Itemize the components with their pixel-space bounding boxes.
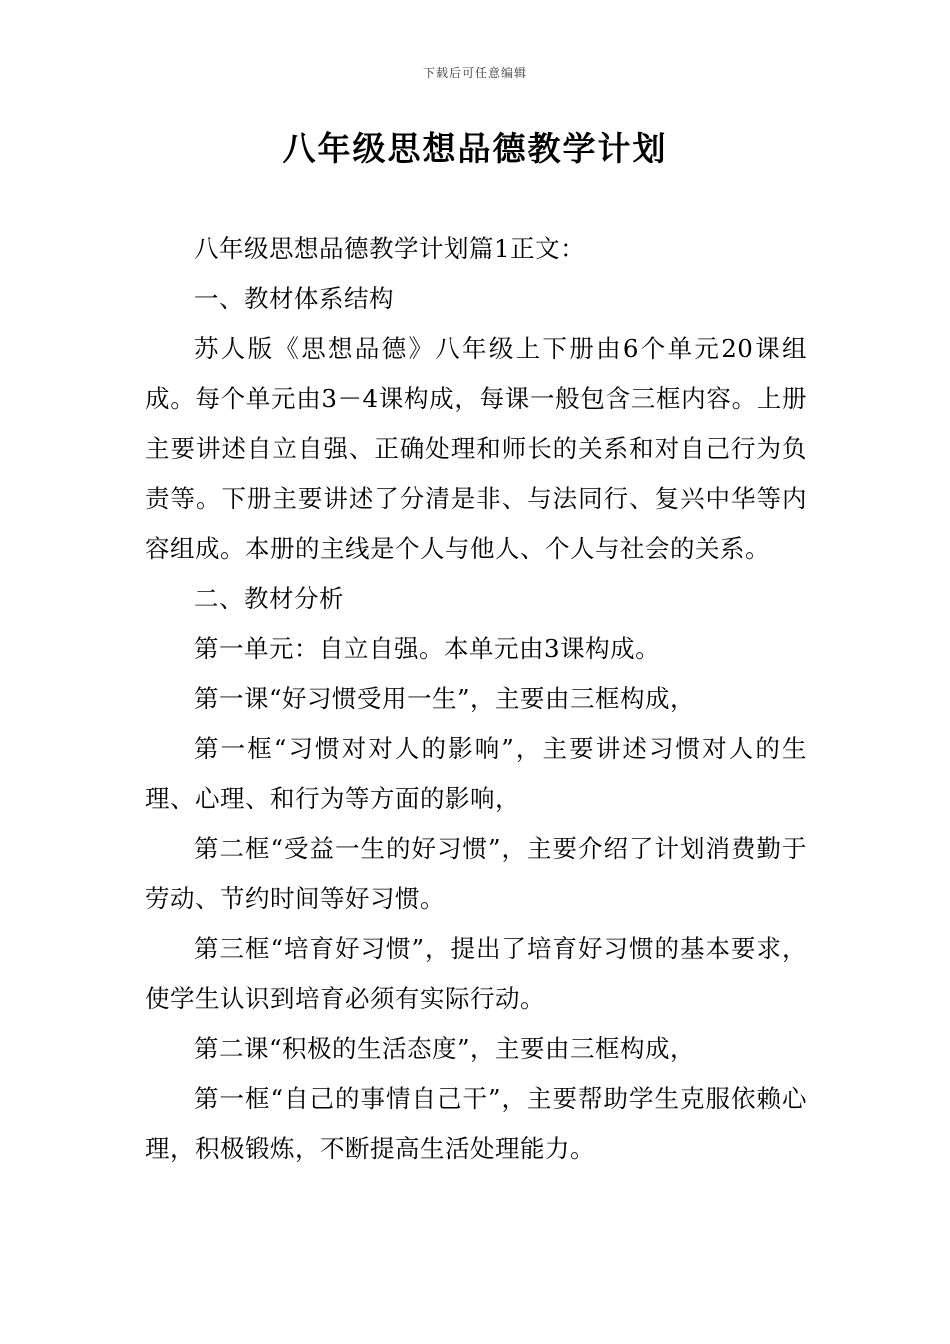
paragraph-frame-three: 第三框“培育好习惯”，提出了培育好习惯的基本要求，使学生认识到培育必须有实际行动。 [145, 934, 807, 1013]
paragraph-textbook-structure: 苏人版《思想品德》八年级上下册由6个单元20课组成。每个单元由3－4课构成，每课一般包含三框内容。上册主要讲述自立自强、正确处理和师长的关系和对自己行为负责等。下册主要讲述了分清是非、与法同行、复兴中华等内容组成。本册的主线是个人与他人、个人与社会的关系。 [145, 334, 807, 563]
paragraph-frame-one: 第一框“习惯对对人的影响”，主要讲述习惯对人的生理、心理、和行为等方面的影响， [145, 734, 807, 813]
section-heading-textbook-analysis: 二、教材分析 [194, 584, 344, 613]
paragraph-frame-two: 第二框“受益一生的好习惯”，主要介绍了计划消费勤于劳动、节约时间等好习惯。 [145, 834, 807, 913]
paragraph-lesson-one: 第一课“好习惯受用一生”，主要由三框构成， [194, 684, 696, 713]
paragraph-lesson-two: 第二课“积极的生活态度”，主要由三框构成， [194, 1034, 696, 1063]
paragraph-unit-one: 第一单元：自立自强。本单元由3课构成。 [194, 634, 661, 663]
document-title: 八年级思想品德教学计划 [282, 129, 668, 168]
paragraph-intro: 八年级思想品德教学计划篇1正文： [194, 234, 586, 263]
header-note: 下载后可任意编辑 [422, 66, 527, 80]
section-heading-textbook-structure: 一、教材体系结构 [194, 284, 394, 313]
paragraph-lesson-two-frame-one: 第一框“自己的事情自己干”，主要帮助学生克服依赖心理，积极锻炼，不断提高生活处理能力。 [145, 1084, 807, 1163]
document-body [145, 224, 807, 1174]
